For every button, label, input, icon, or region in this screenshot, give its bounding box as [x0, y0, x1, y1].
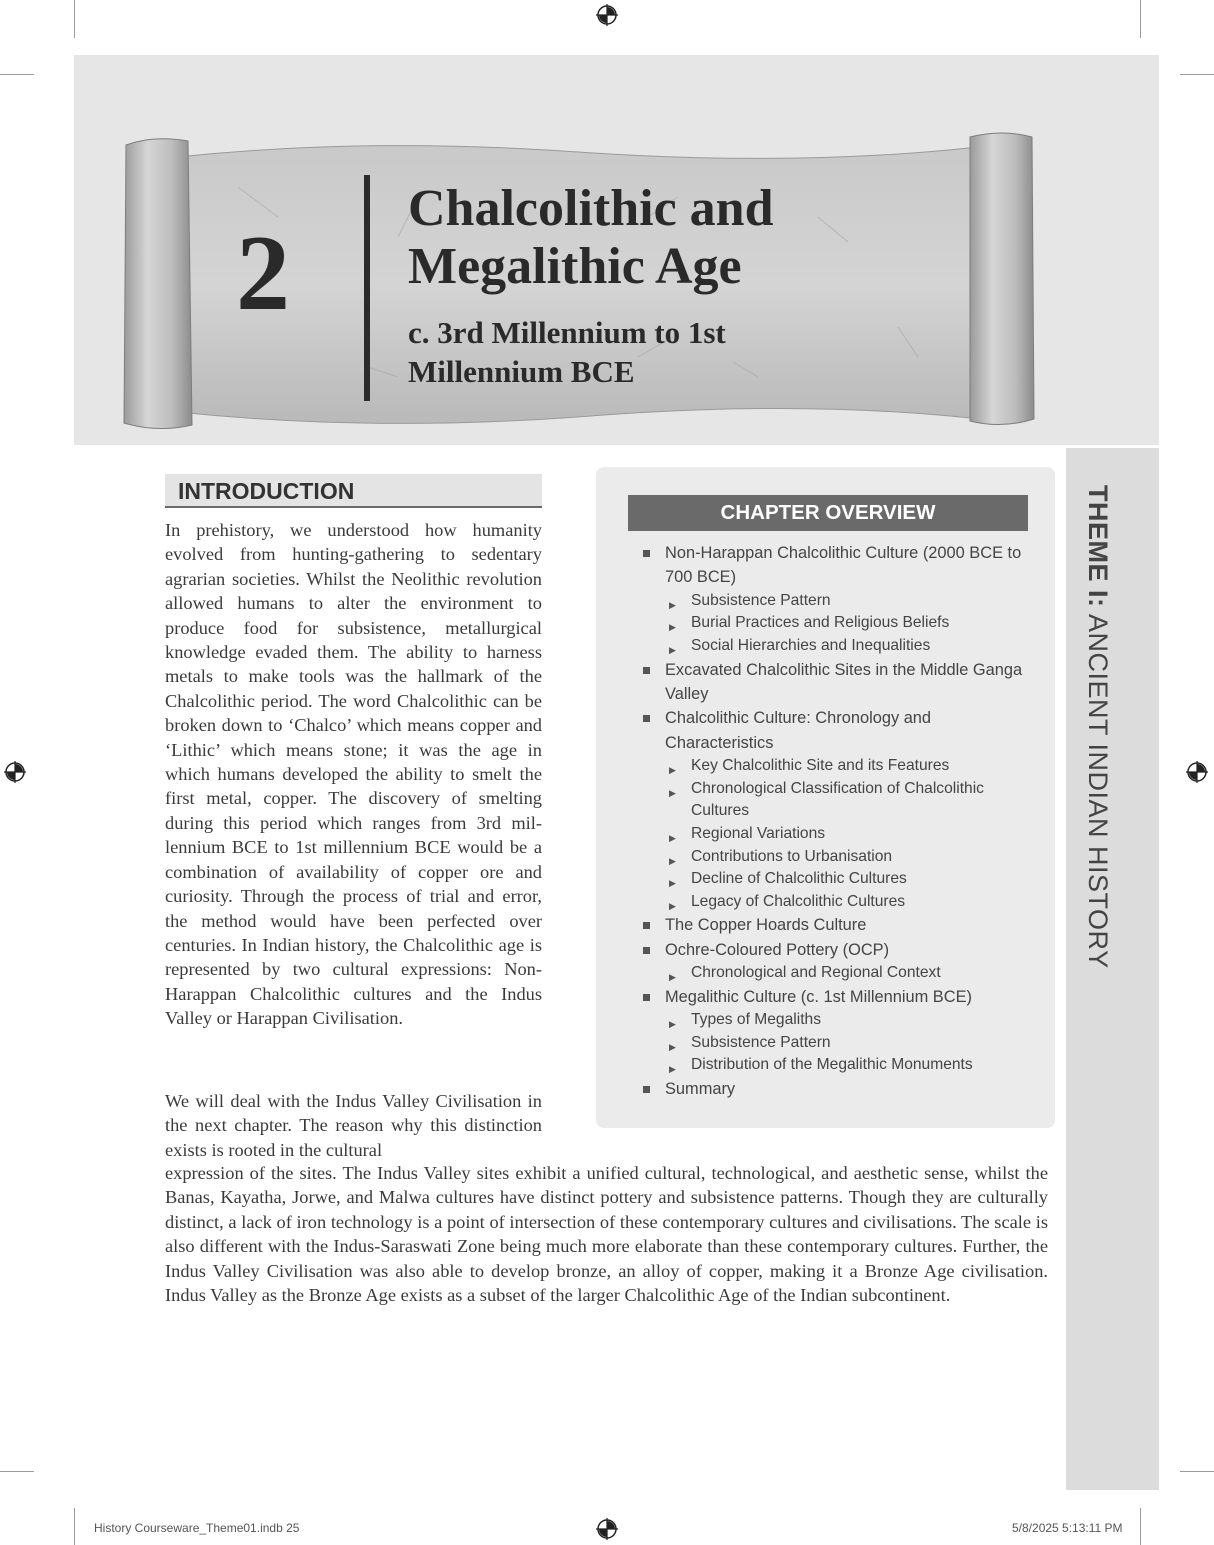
overview-subitem — [634, 755, 1026, 778]
overview-subitem — [634, 846, 1026, 869]
crop-mark — [74, 0, 75, 38]
triangle-bullet-icon: ▶ — [669, 833, 676, 843]
overview-item-text: Burial Practices and Religious Beliefs — [691, 614, 950, 632]
overview-item — [634, 706, 1026, 755]
crop-mark — [1180, 1471, 1214, 1472]
body-paragraph: We will deal with the Indus Valley Civilisation in the next chapter. The reason why this distinction exists is rooted in the cultural — [165, 1091, 542, 1160]
chapter-subtitle — [408, 313, 1008, 391]
square-bullet-icon — [643, 922, 650, 929]
square-bullet-icon — [643, 667, 650, 674]
triangle-bullet-icon: ▶ — [669, 622, 676, 633]
overview-subitem — [634, 1009, 1026, 1032]
registration-mark-icon — [596, 4, 618, 26]
overview-item-text: Key Chalcolithic Site and its Features — [691, 757, 950, 775]
chapter-title — [408, 180, 1008, 296]
chapter-subtitle-line: c. 3rd Millennium to 1st — [408, 315, 726, 350]
footer-file-name: History Courseware_Theme01.indb 25 — [94, 1521, 300, 1535]
overview-item — [634, 658, 1026, 707]
overview-subitem — [634, 1032, 1026, 1055]
crop-mark — [74, 1508, 75, 1545]
overview-item-text: Non-Harappan Chalcolithic Culture (2000 BCE to 700 BCE) — [665, 544, 1022, 587]
overview-item-text: Types of Megaliths — [691, 1011, 822, 1029]
chapter-number: 2 — [236, 214, 290, 333]
registration-mark-icon — [4, 761, 26, 783]
crop-mark — [0, 1471, 34, 1472]
overview-item-text: Subsistence Pattern — [691, 591, 831, 609]
overview-item-text: Subsistence Pattern — [691, 1033, 831, 1051]
triangle-bullet-icon: ▶ — [669, 765, 676, 776]
overview-item-text: Contributions to Urbanisation — [691, 847, 893, 865]
overview-item — [634, 1077, 1026, 1101]
crop-mark — [0, 74, 34, 75]
overview-item — [634, 985, 1026, 1009]
crop-mark — [1140, 0, 1141, 38]
triangle-bullet-icon: ▶ — [669, 1019, 676, 1030]
overview-subitem — [634, 891, 1026, 914]
overview-item-text: Distribution of the Megalithic Monuments — [691, 1056, 973, 1074]
theme-label-title: ANCIENT INDIAN HISTORY — [1083, 607, 1113, 969]
triangle-bullet-icon: ▶ — [669, 787, 676, 798]
introduction-heading-text: INTRODUCTION — [178, 478, 355, 504]
overview-subitem — [634, 962, 1026, 985]
chapter-overview-list — [634, 541, 1026, 1101]
overview-item — [634, 541, 1026, 590]
body-paragraph: expression of the sites. The Indus Valley sites exhibit a unified cultural, technological, and aesthetic sense, whilst the Banas, Kayatha, Jorwe, and Malwa cultures have distinct pottery and subsistence patterns. Though they are culturally distinct, a lack of iron technology is a point of intersection of these contemporary cultures and civilisations. The scale is also different with the Indus-Saraswati Zone being much more elaborate than these contemporary cultures. Further, the Indus Valley Civilisation was also able to develop bronze, an alloy of copper, making it a Bronze Age civilisation. Indus Valley as the Bronze Age exists as a subset of the larger Chalcolithic Age of the Indian subcontinent. — [165, 1163, 1048, 1306]
overview-subitem — [634, 635, 1026, 658]
theme-label-prefix: THEME I: — [1083, 485, 1113, 608]
square-bullet-icon — [643, 550, 650, 557]
title-divider — [364, 175, 370, 401]
overview-subitem — [634, 778, 1026, 823]
crop-mark — [1140, 1508, 1141, 1545]
footer-timestamp: 5/8/2025 5:13:11 PM — [1012, 1521, 1123, 1535]
overview-item-text: Ochre-Coloured Pottery (OCP) — [665, 940, 890, 959]
registration-mark-icon — [596, 1518, 618, 1540]
overview-item-text: Legacy of Chalcolithic Cultures — [691, 892, 906, 910]
triangle-bullet-icon: ▶ — [669, 855, 676, 866]
chapter-subtitle-line: Millennium BCE — [408, 354, 635, 389]
chapter-title-line: Chalcolithic and — [408, 180, 774, 237]
triangle-bullet-icon: ▶ — [669, 1064, 676, 1075]
square-bullet-icon — [643, 994, 650, 1001]
square-bullet-icon — [643, 715, 650, 722]
overview-subitem — [634, 612, 1026, 635]
triangle-bullet-icon: ▶ — [669, 1041, 676, 1052]
overview-item-text: The Copper Hoards Culture — [665, 916, 867, 935]
overview-item-text: Chalcolithic Culture: Chronology and Characteristics — [665, 709, 932, 752]
body-paragraph: In prehistory, we understood how humanity evolved from hunting-gathering to sedentary agrarian societies. Whilst the Neolithic revolution allowed humans to alter the environment to produce food for subsistence, metallurgical knowledge evaded them. The ability to harness metals to make tools was the hallmark of the Chalcolithic period. The word Chalcolithic can be broken down to ‘Chalco’ which means copper and ‘Lithic’ which means stone; it was the age in which humans developed the ability to smelt the first metal, copper. The discovery of smelting during this period which ranges from 3rd millennium BCE to 1st millennium BCE would be a combination of availability of copper ore and curiosity. Through the process of trial and error, the method would have been perfected over centuries. In Indian history, the Chalcolithic age is represented by two cultural expressions: Non-Harappan Chalcolithic cultures and the Indus Valley or Harappan Civilisation. — [165, 520, 542, 1029]
overview-subitem — [634, 868, 1026, 891]
overview-item-text: Chronological and Regional Context — [691, 964, 941, 982]
overview-item-text: Chronological Classification of Chalcolithic Cultures — [691, 779, 984, 820]
theme-label — [1082, 485, 1113, 969]
introduction-heading — [165, 474, 542, 508]
overview-item-text: Regional Variations — [691, 825, 826, 842]
overview-item-text: Summary — [665, 1079, 736, 1098]
triangle-bullet-icon: ▶ — [669, 645, 676, 655]
square-bullet-icon — [643, 947, 650, 954]
triangle-bullet-icon: ▶ — [669, 599, 676, 610]
registration-mark-icon — [1186, 761, 1208, 783]
overview-subitem — [634, 823, 1026, 846]
overview-subitem — [634, 1054, 1026, 1077]
triangle-bullet-icon: ▶ — [669, 878, 676, 889]
overview-item-text: Social Hierarchies and Inequalities — [691, 637, 931, 654]
crop-mark — [1180, 74, 1214, 75]
overview-item-text: Decline of Chalcolithic Cultures — [691, 870, 907, 888]
triangle-bullet-icon: ▶ — [669, 900, 676, 911]
chapter-title-line: Megalithic Age — [408, 238, 742, 295]
overview-subitem — [634, 590, 1026, 613]
overview-item-text: Megalithic Culture (c. 1st Millennium BCE) — [665, 987, 972, 1006]
overview-item — [634, 938, 1026, 962]
overview-item — [634, 913, 1026, 937]
square-bullet-icon — [643, 1086, 650, 1093]
overview-item-text: Excavated Chalcolithic Sites in the Middle Ganga Valley — [665, 660, 1023, 703]
triangle-bullet-icon: ▶ — [669, 972, 676, 983]
chapter-overview-heading: CHAPTER OVERVIEW — [628, 495, 1028, 531]
